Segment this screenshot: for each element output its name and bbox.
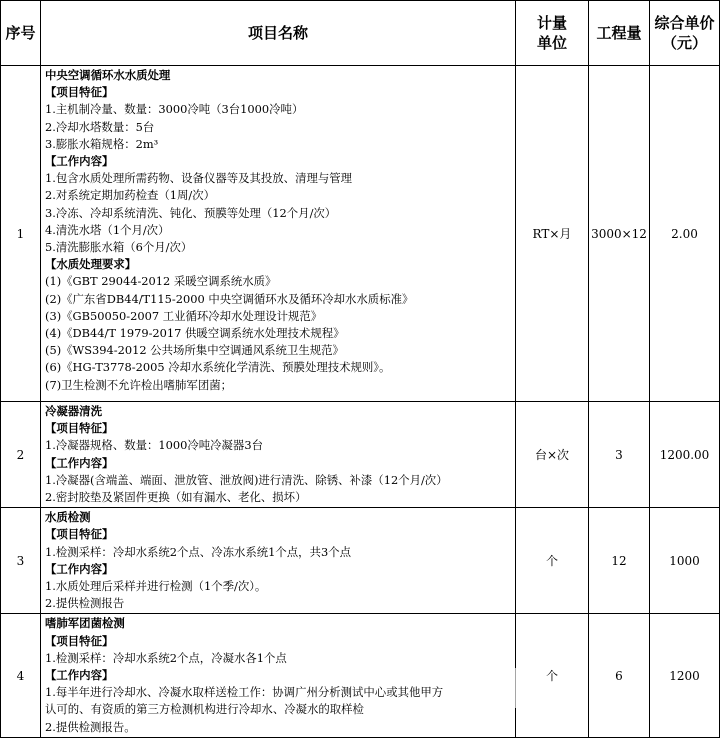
row-description xyxy=(41,402,516,508)
row-quantity: 6 xyxy=(589,614,650,738)
header-unit: 计量 单位 xyxy=(516,1,589,66)
description-line: 认可的、有资质的第三方检测机构进行冷却水、冷凝水的取样检 xyxy=(45,702,364,717)
description-line: 2.冷却水塔数量：5台 xyxy=(45,119,155,134)
row-description xyxy=(41,508,516,614)
row-price: 1200.00 xyxy=(650,402,720,508)
description-line: (2)《广东省DB44/T115-2000 中央空调循环水及循环冷却水水质标准》 xyxy=(45,291,414,306)
section-heading: 【工作内容】 xyxy=(45,455,114,470)
description-line: (3)《GB50050-2007 工业循环冷却水处理设计规范》 xyxy=(45,308,323,323)
description-line: 3.膨胀水箱规格：2m³ xyxy=(45,136,159,151)
table-row xyxy=(1,402,720,508)
section-heading: 水质检测 xyxy=(45,510,91,525)
description-line: 1.检测采样：冷却水系统2个点，冷凝水各1个点 xyxy=(45,650,287,665)
description-line: 1.水质处理后采样并进行检测（1个季/次）。 xyxy=(45,579,267,594)
row-quantity: 3 xyxy=(589,402,650,508)
section-heading: 【项目特征】 xyxy=(45,85,114,100)
header-price: 综合单价 （元） xyxy=(650,1,720,66)
description-line: 1.冷凝器(含端盖、端面、泄放管、泄放阀)进行清洗、除锈、补漆（12个月/次） xyxy=(45,472,448,487)
row-price: 2.00 xyxy=(650,66,720,402)
row-price: 1200 xyxy=(650,614,720,738)
section-heading: 中央空调循环水水质处理 xyxy=(45,68,171,82)
row-description xyxy=(41,614,516,738)
section-heading: 【项目特征】 xyxy=(45,633,114,648)
row-unit: 个 xyxy=(516,614,589,738)
row-seq: 4 xyxy=(1,614,41,738)
description-line: 1.冷凝器规格、数量：1000冷吨冷凝器3台 xyxy=(45,438,263,453)
description-line: (7)卫生检测不允许检出嗜肺军团菌； xyxy=(45,377,232,392)
table-row xyxy=(1,66,720,402)
description-line: 5.清洗膨胀水箱（6个月/次） xyxy=(45,240,193,255)
section-heading: 【工作内容】 xyxy=(45,154,114,169)
section-heading: 【水质处理要求】 xyxy=(45,257,137,272)
description-line: 3.冷冻、冷却系统清洗、钝化、预膜等处理（12个月/次） xyxy=(45,205,337,220)
row-unit: 个 xyxy=(516,508,589,614)
description-line: (6)《HG-T3778-2005 冷却水系统化学清洗、预膜处理技术规则》。 xyxy=(45,360,391,375)
header-name: 项目名称 xyxy=(41,1,516,66)
description-line: (4)《DB44/T 1979-2017 供暖空调系统水处理技术规程》 xyxy=(45,326,345,341)
description-line: 4.清洗水塔（1个月/次） xyxy=(45,222,170,237)
section-heading: 【项目特征】 xyxy=(45,527,114,542)
row-seq: 1 xyxy=(1,66,41,402)
table-row xyxy=(1,508,720,614)
section-heading: 【项目特征】 xyxy=(45,421,114,436)
description-line: 1.主机制冷量、数量：3000冷吨（3台1000冷吨） xyxy=(45,102,304,117)
row-seq: 2 xyxy=(1,402,41,508)
header-row xyxy=(1,1,720,66)
description-line: 2.对系统定期加药检查（1周/次） xyxy=(45,188,216,203)
description-line: (1)《GBT 29044-2012 采暖空调系统水质》 xyxy=(45,274,277,289)
description-line: 1.包含水质处理所需药物、设备仪器等及其投放、清理与管理 xyxy=(45,171,353,186)
header-quantity: 工程量 xyxy=(589,1,650,66)
table-row xyxy=(1,614,720,738)
description-line: 2.提供检测报告 xyxy=(45,596,125,611)
row-seq: 3 xyxy=(1,508,41,614)
section-heading: 【工作内容】 xyxy=(45,561,114,576)
description-line: 2.提供检测报告。 xyxy=(45,719,136,734)
row-unit: RT×月 xyxy=(516,66,589,402)
description-line: 2.密封胶垫及紧固件更换（如有漏水、老化、损坏） xyxy=(45,490,307,505)
description-line: (5)《WS394-2012 公共场所集中空调通风系统卫生规范》 xyxy=(45,343,344,358)
row-description xyxy=(41,66,516,402)
description-line: 1.每半年进行冷却水、冷凝水取样送检工作：协调广州分析测试中心或其他甲方 xyxy=(45,685,444,700)
section-heading: 冷凝器清洗 xyxy=(45,404,102,418)
section-heading: 嗜肺军团菌检测 xyxy=(45,616,125,631)
description-line: 1.检测采样：冷却水系统2个点、冷冻水系统1个点，共3个点 xyxy=(45,544,351,559)
header-seq: 序号 xyxy=(1,1,41,66)
row-quantity: 12 xyxy=(589,508,650,614)
row-quantity: 3000×12 xyxy=(589,66,650,402)
row-price: 1000 xyxy=(650,508,720,614)
row-unit: 台×次 xyxy=(516,402,589,508)
section-heading: 【工作内容】 xyxy=(45,668,114,683)
